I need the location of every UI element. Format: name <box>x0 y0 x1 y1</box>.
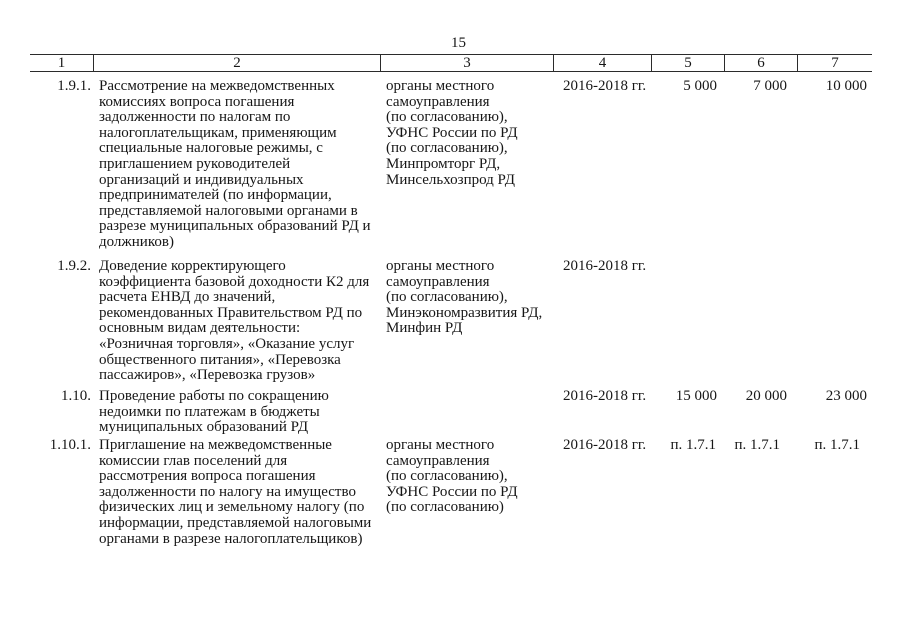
table-row <box>30 389 872 436</box>
item-text: Доведение корректирующего коэффициента базовой доходности К2 для расчета ЕНВД до значений, рекомендованных Правительством РД по основным видам деятельности: «Розничная торговля», «Оказание услуг общественного питания», «Перевозка пассажиров», «Перевозка грузов» <box>99 258 370 384</box>
item-period: 2016-2018 гг. <box>563 388 647 404</box>
item-period: 2016-2018 гг. <box>563 258 647 274</box>
empty-cell <box>724 259 797 384</box>
item-reference-col7: п. 1.7.1 <box>814 437 860 453</box>
item-text: Проведение работы по сокращению недоимки по платежам в бюджеты муниципальных образований РД <box>99 388 329 436</box>
empty-cell <box>380 389 553 436</box>
item-value-col5: 5 000 <box>683 78 717 94</box>
item-text: Приглашение на межведомственные комиссии глав поселений для рассмотрения вопроса погашения задолженности по налогу на имущество физических лиц и земельному налогу (по информации, представляемой налоговыми органами в разрезе налогоплательщиков) <box>99 437 372 547</box>
column-header: 4 <box>553 55 651 71</box>
empty-cell <box>651 259 724 384</box>
item-value-col7: 23 000 <box>825 388 867 404</box>
empty-cell <box>797 259 872 384</box>
column-header: 2 <box>93 55 380 71</box>
item-value-col7: 10 000 <box>825 78 867 94</box>
column-header: 7 <box>797 55 872 71</box>
item-organizations: органы местного самоуправления (по согласованию), УФНС России по РД (по согласованию) <box>386 437 518 516</box>
item-period: 2016-2018 гг. <box>563 78 647 94</box>
item-value-col6: 7 000 <box>753 78 787 94</box>
page-number: 15 <box>451 35 466 51</box>
item-value-col6: 20 000 <box>745 388 787 404</box>
column-header: 3 <box>380 55 553 71</box>
item-organizations: органы местного самоуправления (по согласованию), Минэкономразвития РД, Минфин РД <box>386 258 543 337</box>
item-reference-col5: п. 1.7.1 <box>670 437 716 453</box>
item-number: 1.10.1. <box>49 437 91 453</box>
item-period: 2016-2018 гг. <box>563 437 647 453</box>
table-row <box>30 438 872 547</box>
table-row <box>30 259 872 384</box>
table-header-row <box>30 54 872 72</box>
measures-table <box>30 54 872 554</box>
column-header: 1 <box>57 55 66 71</box>
item-organizations: органы местного самоуправления (по согласованию), УФНС России по РД (по согласованию), Минпромторг РД, Минсельхозпрод РД <box>386 78 518 188</box>
item-number: 1.9.1. <box>57 78 91 94</box>
item-number: 1.9.2. <box>57 258 91 274</box>
column-header: 5 <box>651 55 724 71</box>
item-value-col5: 15 000 <box>675 388 717 404</box>
item-text: Рассмотрение на межведомственных комиссиях вопроса погашения задолженности по налогам по налогоплательщикам, применяющим специальные налоговые режимы, с приглашением руководителей организаций и индивидуальных предпринимателей (по информации, представляемой налоговыми органами в разрезе муниципальных образований РД и должников) <box>99 78 371 250</box>
table-row <box>30 79 872 251</box>
column-header: 6 <box>724 55 797 71</box>
item-number: 1.10. <box>61 388 91 404</box>
item-reference-col6: п. 1.7.1 <box>734 437 780 453</box>
